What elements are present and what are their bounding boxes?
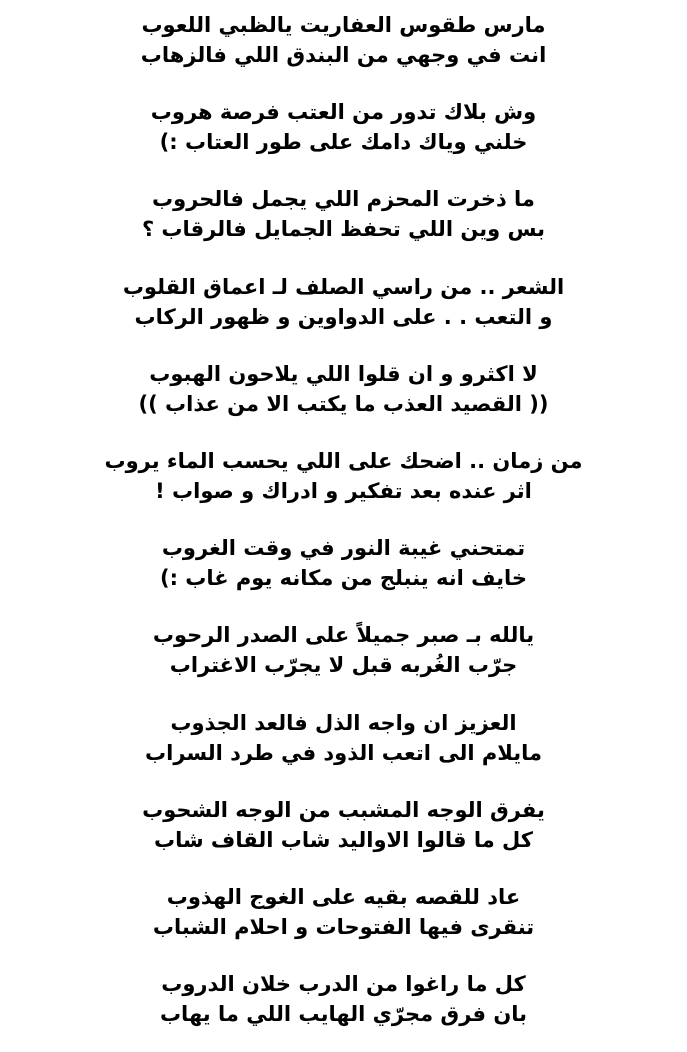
- poem-line: اثر عنده بعد تفكير و ادراك و صواب !: [155, 479, 532, 503]
- poem-line: (( القصيد العذب ما يكتب الا من عذاب )): [138, 392, 549, 416]
- poem-line: كل ما قالوا الاواليد شاب القاف شاب: [153, 828, 534, 852]
- poem-line: لا اكثرو و ان قلوا اللي يلاحون الهبوب: [149, 362, 538, 386]
- poem-line: ما ذخرت المحزم اللي يجمل فالحروب: [152, 187, 535, 211]
- poem-line: و التعب . . على الدواوين و ظهور الركاب: [134, 305, 553, 329]
- stanza: [0, 10, 687, 72]
- poem-line: الشعر .. من راسي الصلف لـ اعماق القلوب: [122, 275, 565, 299]
- poem-line: تمتحني غيبة النور في وقت الغروب: [161, 536, 526, 560]
- stanza: [0, 882, 687, 944]
- stanza: [0, 795, 687, 857]
- poem-line: انت في وجهي من البندق اللي فالزهاب: [140, 43, 547, 67]
- poem-line: كل ما راغوا من الدرب خلان الدروب: [161, 972, 526, 996]
- stanza: [0, 97, 687, 159]
- poem-line: خلني وياك دامك على طور العتاب :): [159, 130, 528, 154]
- poem-line: من زمان .. اضحك على اللي يحسب الماء يروب: [104, 449, 583, 473]
- poem-line: تنقرى فيها الفتوحات و احلام الشباب: [152, 915, 535, 939]
- poem-line: بان فرق مجرّي الهايب اللي ما يهاب: [159, 1002, 528, 1026]
- poem-line: خايف انه ينبلج من مكانه يوم غاب :): [159, 566, 528, 590]
- poem-line: عاد للقصه بقيه على الغوج الهذوب: [166, 885, 521, 909]
- poem-line: جرّب الغُربه قبل لا يجرّب الاغتراب: [169, 653, 518, 677]
- poem-line: وش بلاك تدور من العتب فرصة هروب: [150, 100, 537, 124]
- stanza: [0, 620, 687, 682]
- poem-line: مارس طقوس العفاريت يالظبي اللعوب: [141, 13, 546, 37]
- stanza: [0, 272, 687, 334]
- stanza: [0, 969, 687, 1031]
- poem-line: يفرق الوجه المشبب من الوجه الشحوب: [142, 798, 545, 822]
- stanza: [0, 446, 687, 508]
- stanza: [0, 533, 687, 595]
- stanza: [0, 184, 687, 246]
- poem-line: يالله بـ صبر جميلاً على الصدر الرحوب: [152, 623, 535, 647]
- poem-line: مايلام الى اتعب الذود في طرد السراب: [145, 741, 542, 765]
- poem-line: العزيز ان واجه الذل فالعد الجذوب: [170, 711, 517, 735]
- stanza: [0, 708, 687, 770]
- stanza: [0, 359, 687, 421]
- poem-line: بس وين اللي تحفظ الجمايل فالرقاب ؟: [141, 217, 546, 241]
- poem: [0, 10, 687, 1050]
